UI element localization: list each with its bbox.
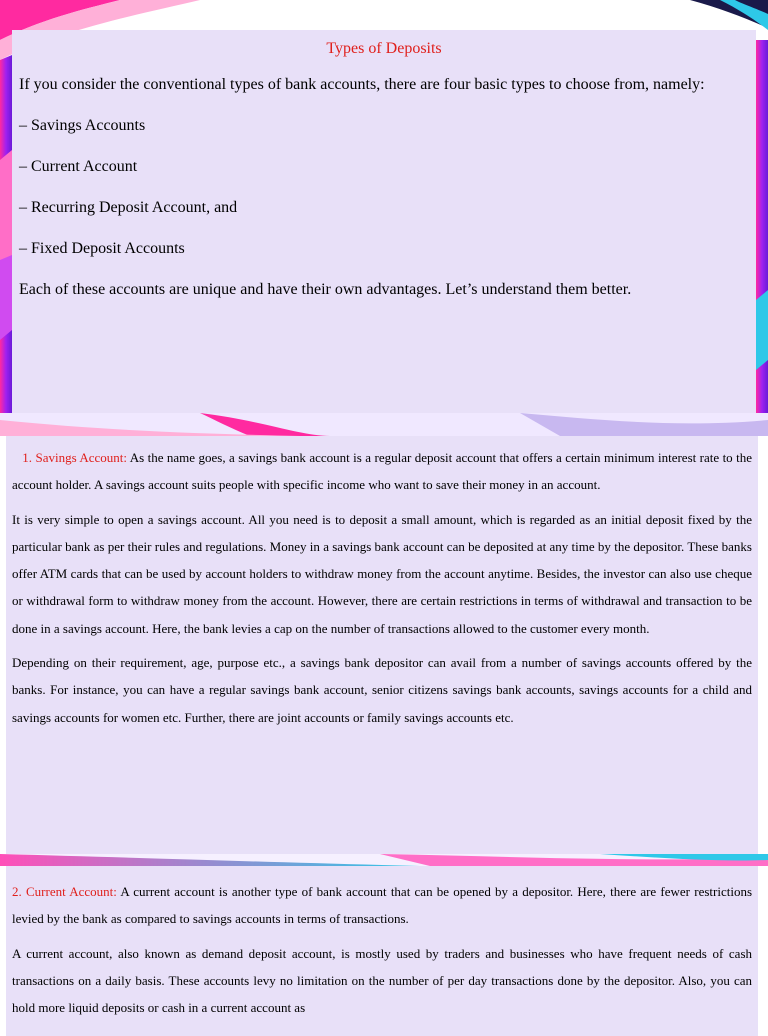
- list-item: – Recurring Deposit Account, and: [19, 199, 238, 216]
- savings-intro-text: As the name goes, a savings bank account is a regular deposit account that offers a certain minimum interest rate to the account holder. A savings account suits people with specific income who want to save their money in an account.: [12, 450, 752, 493]
- savings-paragraph-2: It is very simple to open a savings account. All you need is to deposit a small amount, which is regarded as an initial deposit fixed by the particular bank as per their rules and regulations. Money in a savings bank account can be deposited at any time by the depositor. These banks offer ATM cards that can be used by account holders to withdraw money from the account anytime. Besides, the investor can also use cheque or withdrawal form to withdraw money from the account. However, there are certain restrictions in terms of withdrawal and transaction to be done in a savings account. Here, the bank levies a cap on the number of transactions allowed to the customer every month.: [12, 511, 752, 636]
- current-account-panel: [6, 866, 758, 1036]
- savings-heading: 1. Savings Account:: [22, 450, 128, 465]
- current-number: 2.: [12, 884, 22, 899]
- list-item: – Fixed Deposit Accounts: [19, 240, 185, 257]
- savings-paragraph-1: [12, 444, 752, 499]
- current-heading: Current Account:: [25, 884, 117, 899]
- list-item: – Current Account: [19, 158, 138, 175]
- intro-panel: [12, 30, 756, 413]
- list-item: – Savings Accounts: [19, 117, 146, 134]
- savings-paragraph-3: Depending on their requirement, age, purpose etc., a savings bank depositor can avail from a number of savings accounts offered by the banks. For instance, you can have a regular savings bank account, senior citizens savings bank accounts, savings accounts for a child and savings accounts for women etc. Further, there are joint accounts or family savings accounts etc.: [12, 655, 752, 725]
- current-intro-text: A current account is another type of bank account that can be opened by a depositor. Here, there are fewer restrictions levied by the bank as compared to savings accounts in terms of transactions.: [12, 884, 753, 927]
- current-paragraph-2: A current account, also known as demand deposit account, is mostly used by traders and businesses who have frequent needs of cash transactions on a daily basis. These accounts levy no limitation on the number of per day transactions done by the depositor. Also, you can hold more liquid deposits or cash in a current account as: [12, 945, 752, 1016]
- intro-closing: Each of these accounts are unique and have their own advantages. Let’s understand them better.: [19, 281, 632, 298]
- savings-account-panel: [6, 436, 758, 854]
- intro-lead: If you consider the conventional types of bank accounts, there are four basic types to choose from, namely:: [19, 76, 705, 93]
- page-title: Types of Deposits: [326, 40, 442, 57]
- current-paragraph-1: [12, 878, 752, 933]
